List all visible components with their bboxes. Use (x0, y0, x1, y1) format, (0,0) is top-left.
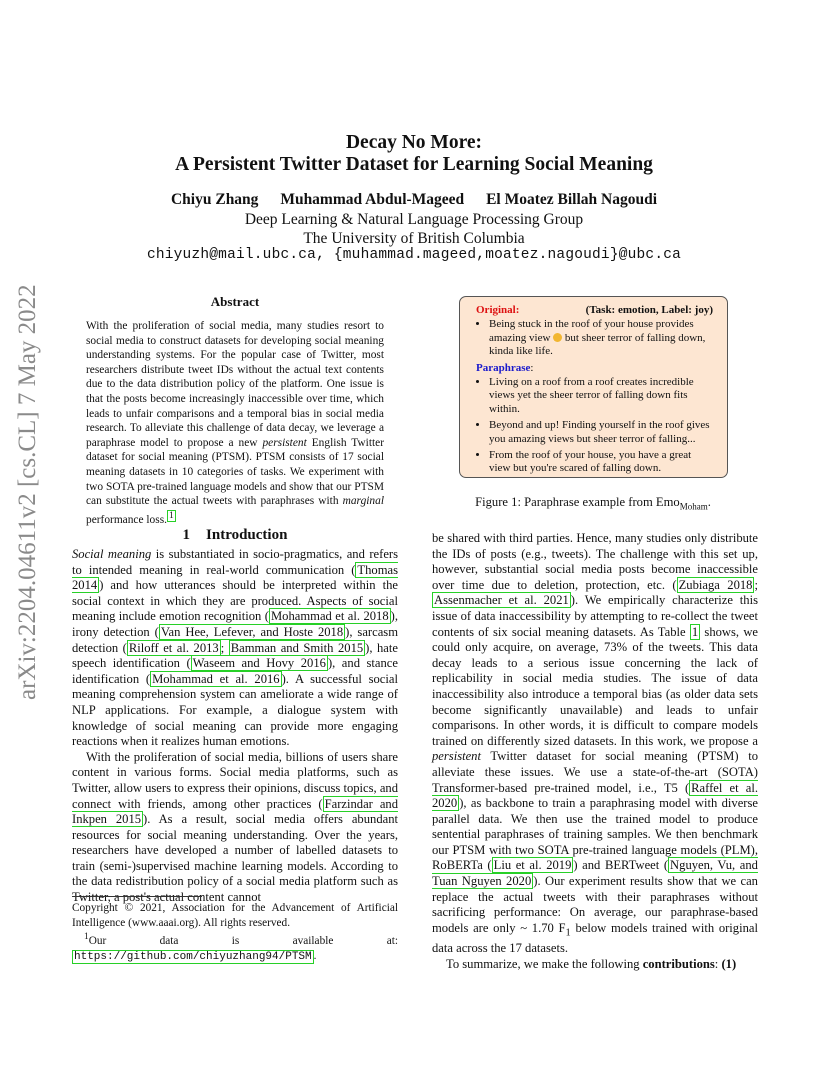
citation-link[interactable]: Bamman and Smith 2015 (230, 640, 364, 655)
paper-title-line-2: A Persistent Twitter Dataset for Learning Social Meaning (175, 154, 653, 175)
arxiv-stamp: arXiv:2204.04611v2 [cs.CL] 7 May 2022 (14, 284, 41, 700)
citation-link[interactable]: Thomas 2014 (72, 562, 398, 593)
table-link[interactable]: 1 (691, 624, 699, 639)
paraphrase-item: • Beyond and up! Finding yourself in the roof gives you amazing views but sheer terror of falling... (489, 419, 713, 446)
affiliation-line-1: Deep Learning & Natural Language Processing Group (244, 211, 584, 228)
figure-header (476, 304, 713, 317)
paraphrase-item: • From the roof of your house, you have a great view but you're scared of falling down. (489, 449, 713, 476)
citation-link[interactable]: Assenmacher et al. 2021 (434, 593, 569, 608)
grinning-face-emoji-icon (553, 333, 562, 342)
citation-link[interactable]: Van Hee, Lefever, and Hoste 2018 (160, 624, 344, 639)
citation-link[interactable]: Mohammad et al. 2018 (270, 609, 389, 624)
author-emails: chiyuzh@mail.ubc.ca, {muhammad.mageed,moatez.nagoudi}@ubc.ca (146, 247, 682, 263)
copyright-note: Copyright © 2021, Association for the Advancement of Artificial Intelligence (www.aaai.org). All rights reserved. (72, 902, 398, 929)
paraphrase-item: • Living on a roof from a roof creates incredible views yet the sheer terror of falling down fits within. (489, 376, 713, 416)
figure-1-box (459, 296, 728, 478)
author-list (0, 191, 828, 209)
abstract-body: With the proliferation of social media, many studies resort to social media to construct datasets for developing social meaning understanding systems. For the popular case of Twitter, most researchers distribute tweet IDs without the actual text contents due to the data distribution policy of the platform. One issue is that the posts become increasingly inaccessible over time, which leads to unfair comparisons and a temporal bias in social media research. To alleviate this challenge of data decay, we leverage a paraphrase model to propose a new persistent English Twitter dataset for social meaning (PTSM). PTSM consists of 17 social meaning datasets in 10 categories of tasks. We experiment with two SOTA pre-trained language models and show that our PTSM can substitute the actual tweets with paraphrases with marginal performance loss. $^1$ (86, 320, 384, 526)
section-heading-introduction: 1 Introduction (182, 527, 288, 543)
citation-link[interactable]: Riloff et al. 2013 (128, 640, 219, 655)
citation-link[interactable]: Nguyen, Vu, and Tuan Nguyen 2020 (432, 858, 758, 889)
paraphrase-list (476, 376, 713, 476)
github-link[interactable]: https://github.com/chiyuzhang94/PTSM (74, 950, 312, 963)
footnote-rule (72, 896, 202, 897)
intro-right-column (432, 531, 758, 972)
intro-paragraph-3: be shared with third parties. Hence, many studies only distribute the IDs of posts (e.g., tweets). The challenge with this set up, however, substantial social media posts become inaccessible over time due to deletion, protection, etc. ( Zubiaga 2018 ; Assenmacher et al. 2021 ). We empirically characterize this issue of data inaccessibility by attempting to re-collect the tweet contents of six social meaning datasets. As Table 1 shows, we could only acquire, on average, 73% of the tweets. This data decay leads to a serious issue concerning the lack of replicability in social media studies. The issue of data inaccessibility also introduce a temporal bias (as older data sets become significantly unavailable) and leads to unfair comparisons. In other words, it is difficult to compare models trained on differently sized datasets. In this work, we propose a persistent Twitter dataset for social meaning (PTSM) to alleviate these issues. We use a state-of-the-art (SOTA) Transformer-based pre-trained model, i.e., T5 ( Raffel et al. 2020 ), as backbone to train a paraphrasing model with diverse parallel data. We then use the trained model to produce sentential paraphrases of training samples. We then benchmark our PTSM with two SOTA pre-trained language models (PLM), RoBERTa ( Liu et al. 2019 ) and BERTweet ( Nguyen, Vu, and Tuan Nguyen 2020 ). Our experiment results show that we can replace the actual tweets with their paraphrases without sacrificing performance: On average, our paraphrase-based models are only ~ 1.70 $F_1$ below models trained with original data across the 17 datasets. (432, 531, 758, 955)
original-tweet: • Being stuck in the roof of your house provides amazing view but sheer terror of falling down, kinda like life. (489, 318, 713, 358)
figure-1-caption: Figure 1: Paraphrase example from Emo$_{Moham}$. (475, 495, 711, 512)
abstract-heading: Abstract (210, 294, 260, 309)
paper-title-line-1: Decay No More: (345, 132, 483, 153)
citation-link[interactable]: Liu et al. 2019 (493, 858, 572, 873)
intro-paragraph-2: With the proliferation of social media, billions of users share content in various forms. Social media platforms, such as Twitter, allow users to express their opinions, discuss topics, and connect with friends, among other practices ( Farzindar and Inkpen 2015 ). As a result, social media offers abundant resources for social meaning understanding. Over the years, researchers have developed a number of labelled datasets to train (semi-)supervised machine learning models. According to the data redistribution policy of a social media platform such as Twitter, a post's actual content cannot (72, 749, 399, 905)
affiliation-line-2: The University of British Columbia (303, 230, 525, 247)
footnote-1: $^1$Our data is available at: https://github.com/chiyuzhang94/PTSM . (74, 932, 398, 963)
intro-paragraph-1: Social meaning is substantiated in socio-pragmatics, and refers to intended meaning in real-world communication ( Thomas 2014 ) and how utterances should be interpreted within the social context in which they are produced. Aspects of social meaning include emotion recognition ( Mohammad et al. 2018 ), irony detection ( Van Hee, Lefever, and Hoste 2018 ), sarcasm detection ( Riloff et al. 2013 ; Bamman and Smith 2015 ), hate speech identification ( Waseem and Hovy 2016 ), and stance identification ( Mohammad et al. 2016 ). A successful social meaning comprehension system can ameliorate a wide range of NLP applications. For example, a dialogue system with knowledge of social meaning can provide more engaging reactions when it realizes human emotions. (72, 547, 398, 749)
citation-link[interactable]: Farzindar and Inkpen 2015 (72, 796, 399, 827)
citation-link[interactable]: Raffel et al. 2020 (432, 780, 758, 811)
task-label: (Task: emotion, Label: joy) (585, 304, 713, 316)
intro-left-column (72, 547, 398, 906)
author-3: El Moatez Billah Nagoudi (486, 191, 658, 208)
author-1: Chiyu Zhang (170, 191, 259, 208)
author-2: Muhammad Abdul-Mageed (280, 191, 465, 208)
footnotes (72, 896, 398, 964)
citation-link[interactable]: Waseem and Hovy 2016 (192, 656, 326, 671)
intro-paragraph-4: To summarize, we make the following contributions: (1) (446, 956, 737, 971)
original-list (476, 318, 713, 358)
citation-link[interactable]: Mohammad et al. 2016 (152, 671, 280, 686)
paraphrase-label: Paraphrase: (476, 361, 534, 374)
footnote-link-1[interactable]: 1 (168, 510, 174, 521)
original-label: Original: (476, 304, 520, 316)
citation-link[interactable]: Zubiaga 2018 (678, 577, 753, 592)
